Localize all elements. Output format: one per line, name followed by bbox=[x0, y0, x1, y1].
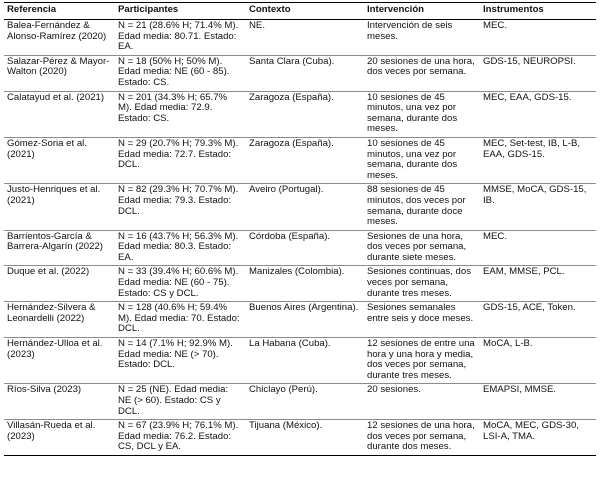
cell-contexto: Tijuana (México). bbox=[246, 420, 364, 456]
cell-contexto: Aveiro (Portugal). bbox=[246, 184, 364, 230]
cell-contexto: Zaragoza (España). bbox=[246, 137, 364, 183]
table-row bbox=[4, 420, 596, 456]
cell-intervencion: Sesiones de una hora, dos veces por semana, durante siete meses. bbox=[364, 230, 480, 266]
cell-instrumentos: MMSE, MoCA, GDS-15, IB. bbox=[480, 184, 596, 230]
cell-instrumentos: MEC, EAA, GDS-15. bbox=[480, 91, 596, 137]
cell-contexto: Zaragoza (España). bbox=[246, 91, 364, 137]
header-row bbox=[4, 3, 596, 20]
cell-referencia: Barrientos-García & Barrera-Algarín (2022) bbox=[4, 230, 115, 266]
table-row bbox=[4, 91, 596, 137]
cell-participantes: N = 33 (39.4% H; 60.6% M). Edad media: NE (60 - 75). Estado: CS y DCL. bbox=[115, 266, 246, 302]
cell-referencia: Villasán-Rueda et al. (2023) bbox=[4, 420, 115, 456]
table-body bbox=[4, 20, 596, 456]
cell-participantes: N = 82 (29.3% H; 70.7% M). Edad media: 79.3. Estado: DCL. bbox=[115, 184, 246, 230]
cell-instrumentos: MEC. bbox=[480, 20, 596, 56]
cell-participantes: N = 25 (NE). Edad media: NE (> 60). Estado: CS y DCL. bbox=[115, 384, 246, 420]
cell-referencia: Calatayud et al. (2021) bbox=[4, 91, 115, 137]
cell-instrumentos: EAM, MMSE, PCL. bbox=[480, 266, 596, 302]
cell-instrumentos: GDS-15, NEUROPSI. bbox=[480, 55, 596, 91]
cell-intervencion: 12 sesiones de entre una hora y una hora y media, dos veces por semana, durante tres meses. bbox=[364, 338, 480, 384]
cell-instrumentos: MEC, Set-test, IB, L-B, EAA, GDS-15. bbox=[480, 137, 596, 183]
cell-intervencion: Intervención de seis meses. bbox=[364, 20, 480, 56]
table-row bbox=[4, 384, 596, 420]
table-row bbox=[4, 302, 596, 338]
cell-contexto: Manizales (Colombia). bbox=[246, 266, 364, 302]
cell-participantes: N = 14 (7.1% H; 92.9% M). Edad media: NE (> 70). Estado: DCL. bbox=[115, 338, 246, 384]
cell-participantes: N = 16 (43.7% H; 56.3% M). Edad media: 80.3. Estado: EA. bbox=[115, 230, 246, 266]
cell-contexto: NE. bbox=[246, 20, 364, 56]
table-header bbox=[4, 3, 596, 20]
table-row bbox=[4, 266, 596, 302]
cell-intervencion: Sesiones continuas, dos veces por semana, durante tres meses. bbox=[364, 266, 480, 302]
cell-intervencion: 20 sesiones de una hora, dos veces por semana. bbox=[364, 55, 480, 91]
header-contexto: Contexto bbox=[246, 3, 364, 20]
cell-contexto: La Habana (Cuba). bbox=[246, 338, 364, 384]
header-referencia: Referencia bbox=[4, 3, 115, 20]
table-row bbox=[4, 20, 596, 56]
cell-participantes: N = 201 (34.3% H; 65.7% M). Edad media: 72.9. Estado: CS. bbox=[115, 91, 246, 137]
cell-referencia: Justo-Henriques et al. (2021) bbox=[4, 184, 115, 230]
cell-referencia: Balea-Fernández & Alonso-Ramírez (2020) bbox=[4, 20, 115, 56]
cell-participantes: N = 29 (20.7% H; 79.3% M). Edad media: 72.7. Estado: DCL. bbox=[115, 137, 246, 183]
cell-participantes: N = 67 (23.9% H; 76.1% M). Edad media: 76.2. Estado: CS, DCL y EA. bbox=[115, 420, 246, 456]
table-row bbox=[4, 230, 596, 266]
cell-instrumentos: GDS-15, ACE, Token. bbox=[480, 302, 596, 338]
cell-participantes: N = 128 (40.6% H; 59.4% M). Edad media: 70. Estado: DCL. bbox=[115, 302, 246, 338]
cell-contexto: Santa Clara (Cuba). bbox=[246, 55, 364, 91]
cell-contexto: Córdoba (España). bbox=[246, 230, 364, 266]
cell-referencia: Gómez-Soria et al. (2021) bbox=[4, 137, 115, 183]
cell-participantes: N = 21 (28.6% H; 71.4% M). Edad media: 80.71. Estado: EA. bbox=[115, 20, 246, 56]
cell-contexto: Chiclayo (Perú). bbox=[246, 384, 364, 420]
table-row bbox=[4, 55, 596, 91]
studies-table bbox=[4, 2, 596, 456]
cell-participantes: N = 18 (50% H; 50% M). Edad media: NE (60 - 85). Estado: CS. bbox=[115, 55, 246, 91]
cell-intervencion: 10 sesiones de 45 minutos, una vez por semana, durante dos meses. bbox=[364, 91, 480, 137]
header-participantes: Participantes bbox=[115, 3, 246, 20]
cell-intervencion: 20 sesiones. bbox=[364, 384, 480, 420]
cell-contexto: Buenos Aires (Argentina). bbox=[246, 302, 364, 338]
cell-instrumentos: MEC. bbox=[480, 230, 596, 266]
cell-intervencion: 88 sesiones de 45 minutos, dos veces por semana, durante doce meses. bbox=[364, 184, 480, 230]
cell-intervencion: Sesiones semanales entre seis y doce meses. bbox=[364, 302, 480, 338]
table-row bbox=[4, 338, 596, 384]
cell-instrumentos: EMAPSI, MMSE. bbox=[480, 384, 596, 420]
cell-referencia: Ríos-Silva (2023) bbox=[4, 384, 115, 420]
cell-intervencion: 10 sesiones de 45 minutos, una vez por semana, durante dos meses. bbox=[364, 137, 480, 183]
cell-intervencion: 12 sesiones de una hora, dos veces por semana, durante dos meses. bbox=[364, 420, 480, 456]
header-intervencion: Intervención bbox=[364, 3, 480, 20]
cell-referencia: Hernández-Silvera & Leonardelli (2022) bbox=[4, 302, 115, 338]
table-row bbox=[4, 184, 596, 230]
cell-referencia: Hernández-Ulloa et al. (2023) bbox=[4, 338, 115, 384]
cell-instrumentos: MoCA, MEC, GDS-30, LSI-A, TMA. bbox=[480, 420, 596, 456]
table-row bbox=[4, 137, 596, 183]
header-instrumentos: Instrumentos bbox=[480, 3, 596, 20]
cell-referencia: Salazar-Pérez & Mayor-Walton (2020) bbox=[4, 55, 115, 91]
cell-instrumentos: MoCA, L-B. bbox=[480, 338, 596, 384]
cell-referencia: Duque et al. (2022) bbox=[4, 266, 115, 302]
